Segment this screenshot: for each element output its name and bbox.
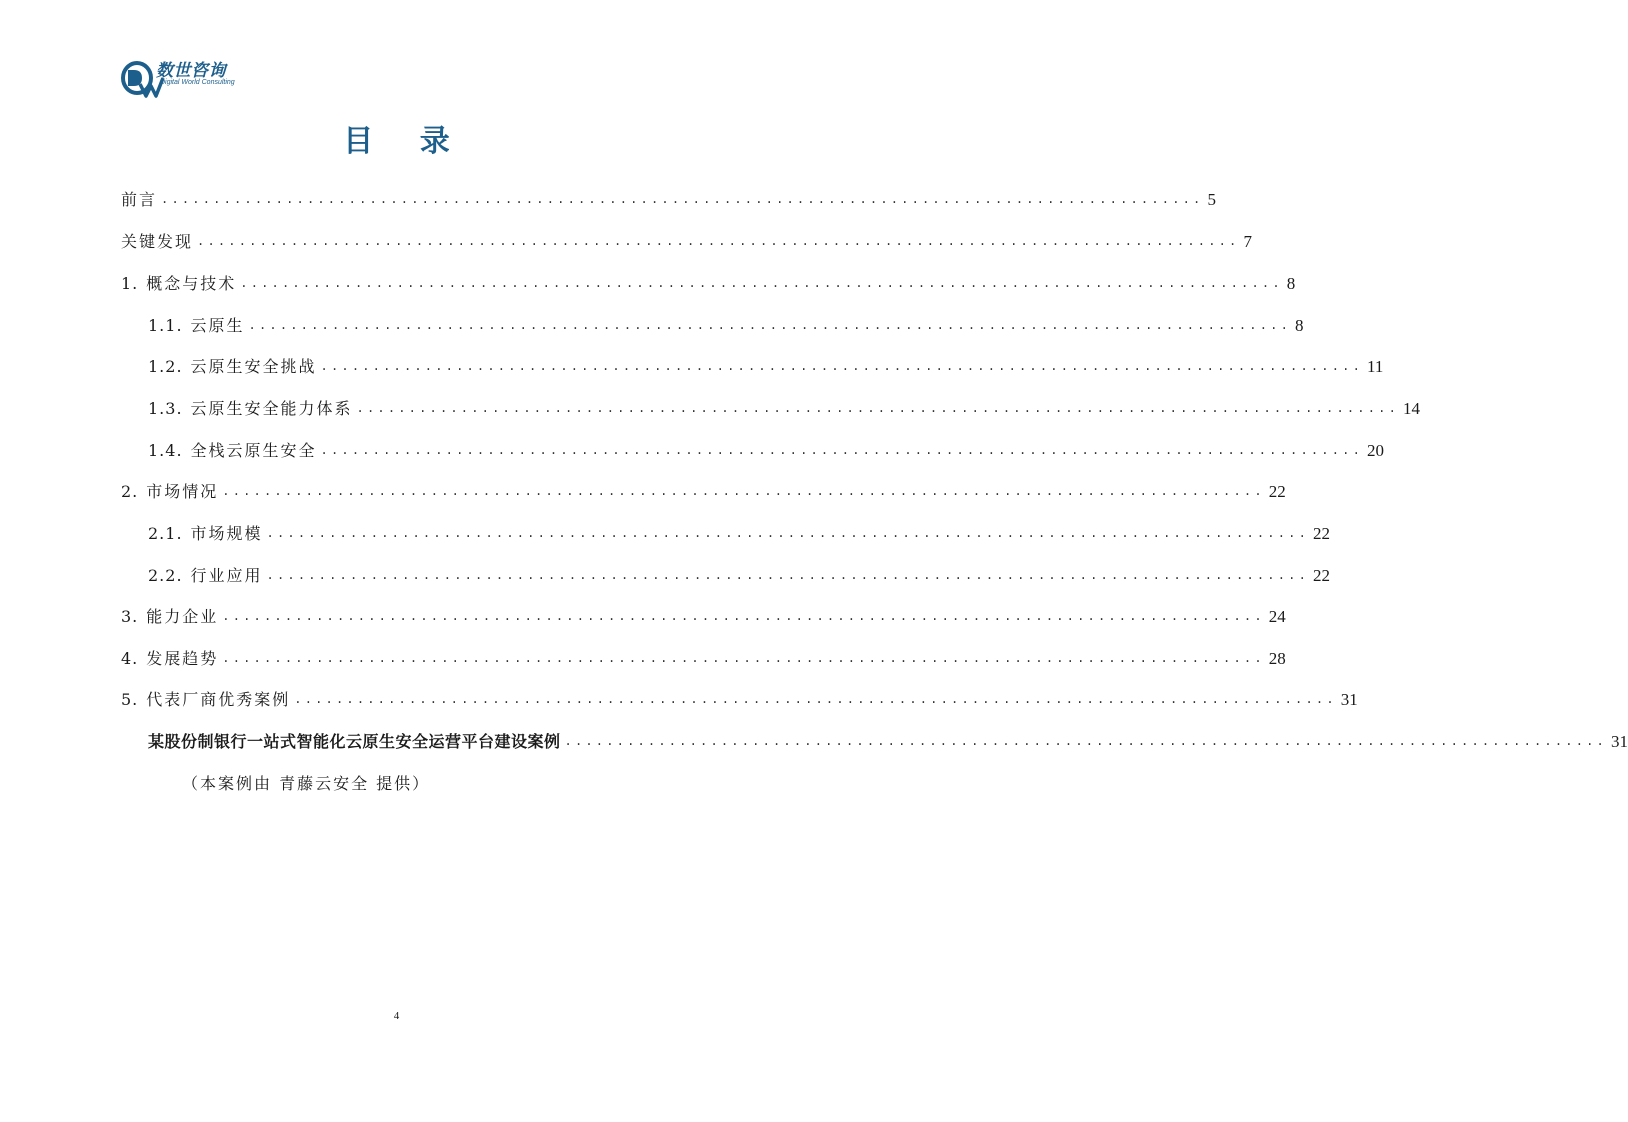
toc-row[interactable]	[148, 521, 1331, 545]
toc-label: 市场情况	[146, 482, 219, 501]
toc-label: 云原生	[190, 316, 245, 335]
toc-page: 31	[1610, 732, 1628, 751]
toc-number: 2.	[121, 482, 139, 501]
toc-number: 4.	[121, 649, 139, 668]
logo-text-cn: 数世咨询	[156, 61, 226, 81]
toc-label: 能力企业	[146, 607, 219, 626]
toc-page: 7	[1243, 232, 1252, 251]
toc-leader: ....................................................................................................	[294, 692, 1337, 706]
toc-leader: ....................................................................................................	[564, 734, 1607, 748]
toc-page: 22	[1313, 566, 1331, 585]
toc-row[interactable]	[121, 479, 1286, 503]
toc-label: 某股份制银行一站式智能化云原生安全运营平台建设案例	[148, 732, 561, 751]
page-number: 4	[393, 1010, 400, 1022]
toc-row[interactable]	[121, 187, 1216, 211]
toc-label: 前言	[121, 190, 158, 209]
toc-leader: ....................................................................................................	[197, 234, 1240, 248]
toc-number: 5.	[121, 690, 139, 709]
toc-label: 市场规模	[190, 524, 263, 543]
page-title: 目 录	[343, 124, 468, 159]
toc-label: 行业应用	[190, 566, 263, 585]
toc-label: 关键发现	[121, 232, 194, 251]
case-provider-note: （本案例由 青藤云安全 提供）	[182, 774, 431, 793]
toc-row[interactable]	[148, 396, 1421, 420]
toc-row[interactable]	[121, 646, 1286, 670]
toc-leader: ....................................................................................................	[320, 359, 1364, 373]
toc-label: 云原生安全挑战	[190, 357, 317, 376]
toc-leader: ....................................................................................................	[222, 484, 1265, 498]
toc-label: 发展趋势	[146, 649, 219, 668]
toc-leader: ....................................................................................................	[222, 651, 1265, 665]
toc-row[interactable]	[148, 438, 1385, 462]
toc-row[interactable]	[148, 354, 1384, 378]
toc-label: 全栈云原生安全	[190, 441, 317, 460]
toc-number: 1.1.	[148, 316, 183, 335]
toc-row[interactable]	[121, 271, 1296, 295]
toc-label: 代表厂商优秀案例	[146, 690, 291, 709]
toc-leader: ....................................................................................................	[222, 609, 1265, 623]
toc-label: 云原生安全能力体系	[190, 399, 353, 418]
toc-row[interactable]	[121, 229, 1252, 253]
toc-page: 8	[1286, 274, 1296, 293]
toc-number: 1.	[121, 274, 139, 293]
toc-leader: ....................................................................................................	[320, 443, 1364, 457]
toc-page: 31	[1340, 690, 1358, 709]
toc-leader: ....................................................................................................	[161, 192, 1204, 206]
toc-page: 8	[1295, 316, 1304, 335]
toc-row[interactable]	[148, 729, 1628, 753]
toc-label: 概念与技术	[146, 274, 237, 293]
toc-row[interactable]	[121, 604, 1286, 628]
toc-row[interactable]	[121, 687, 1358, 711]
toc-number: 3.	[121, 607, 139, 626]
toc-row[interactable]	[148, 563, 1331, 587]
toc-number: 2.1.	[148, 524, 183, 543]
toc-page: 20	[1367, 441, 1385, 460]
toc-page: 22	[1313, 524, 1331, 543]
toc-number: 2.2.	[148, 566, 183, 585]
toc-page: 14	[1403, 399, 1421, 418]
toc-page: 22	[1268, 482, 1286, 501]
toc-page: 28	[1268, 649, 1286, 668]
toc-leader: ....................................................................................................	[266, 568, 1310, 582]
toc-page: 24	[1268, 607, 1286, 626]
toc-number: 1.2.	[148, 357, 183, 376]
toc-number: 1.3.	[148, 399, 183, 418]
toc-leader: ....................................................................................................	[240, 276, 1283, 290]
toc-leader: ....................................................................................................	[266, 526, 1310, 540]
toc-page: 11	[1367, 357, 1384, 376]
toc-row[interactable]	[148, 313, 1304, 337]
logo-text-en: Digital World Consulting	[160, 79, 235, 86]
toc-leader: ....................................................................................................	[248, 318, 1292, 332]
toc-leader: ....................................................................................................	[356, 401, 1400, 415]
toc-number: 1.4.	[148, 441, 183, 460]
toc-page: 5	[1207, 190, 1216, 209]
logo	[120, 54, 250, 100]
